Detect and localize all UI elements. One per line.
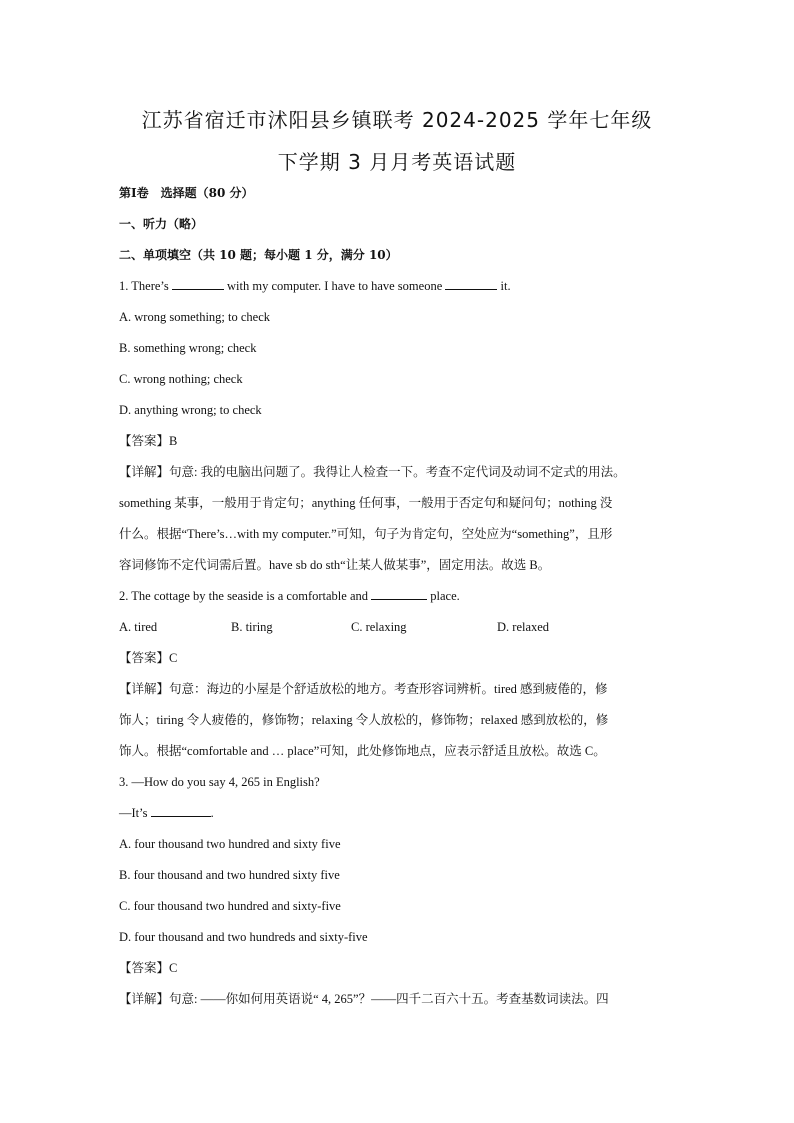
- question-1-analysis-line: something 某事，一般用于肯定句；anything 任何事，一般用于否定句和疑问句；nothing 没: [119, 496, 613, 510]
- question-3-stem: 3. —How do you say 4, 265 in English?: [119, 775, 320, 789]
- question-2-analysis-line: 【详解】句意：海边的小屋是个舒适放松的地方。考查形容词辨析。tired 感到疲倦的，修: [119, 682, 608, 696]
- question-1-analysis-line: 容词修饰不定代词需后置。have sb do sth“让某人做某事”，固定用法。故选 B。: [119, 558, 551, 572]
- question-1-analysis-line: 【详解】句意: 我的电脑出问题了。我得让人检查一下。考查不定代词及动词不定式的用法。: [119, 465, 626, 479]
- question-3-option-a: A. four thousand two hundred and sixty five: [119, 837, 341, 851]
- question-2-options: [119, 618, 679, 649]
- question-2-analysis-line: 饰人；tiring 令人疲倦的，修饰物；relaxing 令人放松的，修饰物；relaxed 感到放松的，修: [119, 713, 609, 727]
- question-3-analysis-line: 【详解】句意: ——你如何用英语说“ 4, 265”？——四千二百六十五。考查基数词读法。四: [119, 992, 609, 1006]
- question-2-answer: 【答案】C: [119, 651, 178, 665]
- answer-blank: [151, 804, 211, 817]
- question-1-option-c: C. wrong nothing; check: [119, 372, 243, 386]
- answer-blank: [172, 277, 224, 290]
- question-2-option-a: A. tired: [119, 620, 158, 634]
- question-1-answer: 【答案】B: [119, 434, 178, 448]
- question-1-stem: 1. There’s with my computer. I have to have someone it.: [119, 279, 511, 293]
- question-3-answer: 【答案】C: [119, 961, 178, 975]
- question-1-analysis-line: 什么。根据“There’s…with my computer.”可知，句子为肯定句，空处应为“something”，且形: [119, 527, 613, 541]
- question-3-option-c: C. four thousand two hundred and sixty-five: [119, 899, 341, 913]
- question-2-stem: 2. The cottage by the seaside is a comfortable and place.: [119, 589, 460, 603]
- answer-blank: [445, 277, 497, 290]
- content: [119, 184, 679, 1021]
- question-2-option-d: D. relaxed: [497, 620, 550, 634]
- question-3-stem-reply: —It’s .: [119, 806, 214, 820]
- answer-blank: [371, 587, 427, 600]
- question-2-analysis-line: 饰人。根据“comfortable and … place”可知，此处修饰地点，应表示舒适且放松。故选 C。: [119, 744, 606, 758]
- title-line-2: 下学期 3 月月考英语试题: [277, 150, 517, 174]
- section-single-choice: 二、单项填空（共 10 题；每小题 1 分，满分 10）: [119, 248, 398, 262]
- title-line-1: 江苏省宿迁市沭阳县乡镇联考 2024-2025 学年七年级: [141, 108, 653, 132]
- question-3-option-b: B. four thousand and two hundred sixty five: [119, 868, 340, 882]
- section-volume: 第Ⅰ卷 选择题（80 分）: [119, 186, 254, 200]
- question-1-option-d: D. anything wrong; to check: [119, 403, 262, 417]
- question-1-option-a: A. wrong something; to check: [119, 310, 271, 324]
- question-2-option-c: C. relaxing: [351, 620, 407, 634]
- question-1-option-b: B. something wrong; check: [119, 341, 257, 355]
- question-2-option-b: B. tiring: [231, 620, 273, 634]
- section-listening: 一、听力（略）: [119, 217, 204, 231]
- question-3-option-d: D. four thousand and two hundreds and sixty-five: [119, 930, 368, 944]
